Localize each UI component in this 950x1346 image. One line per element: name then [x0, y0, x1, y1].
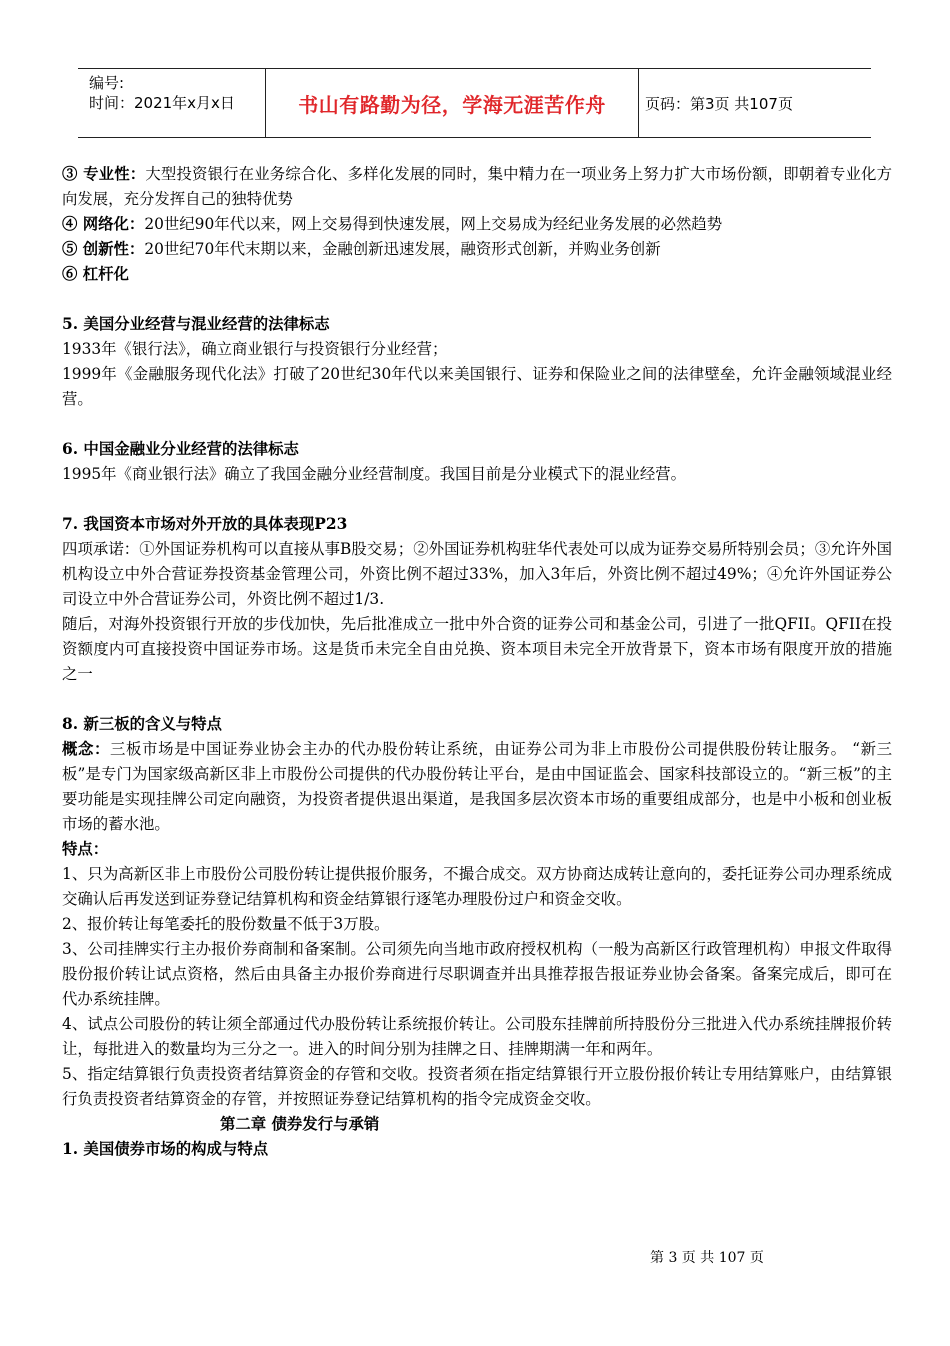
section-heading-6: 6. 中国金融业分业经营的法律标志: [62, 440, 299, 458]
point-label: ④ 网络化：: [62, 215, 145, 233]
section-heading-8: 8. 新三板的含义与特点: [62, 715, 222, 733]
chapter-heading: 第二章 债券发行与承销: [220, 1115, 380, 1133]
page-header: [78, 68, 871, 138]
paragraph-leverage: ⑥ 杠杆化: [62, 265, 129, 283]
document-number-label: 编号:: [89, 74, 125, 92]
section-heading-5: 5. 美国分业经营与混业经营的法律标志: [62, 315, 330, 333]
point-text: 20世纪90年代以来，网上交易得到快速发展，网上交易成为经纪业务发展的必然趋势: [144, 215, 723, 233]
section-7-commitments: 四项承诺：①外国证券机构可以直接从事B股交易；②外国证券机构驻华代表处可以成为证券交易所特别会员；③允许外国机构设立中外合营证券投资基金管理公司，外资比例不超过33%，加入3年后，外资比例不超过49%；④允许外国证券公司设立中外合营证券公司，外资比例不超过1/3.: [62, 540, 892, 608]
header-page-label: 页码：第3页 共107页: [645, 94, 793, 113]
section-heading-7: 7. 我国资本市场对外开放的具体表现P23: [62, 515, 348, 533]
features-label: 特点：: [62, 840, 109, 858]
concept-label: 概念：: [62, 740, 111, 758]
feature-item-3: 3、公司挂牌实行主办报价券商制和备案制。公司须先向当地市政府授权机构（一般为高新区行政管理机构）申报文件取得股份报价转让试点资格，然后由具备主办报价券商进行尽职调查并出具推荐报告报证券业协会备案。备案完成后，即可在代办系统挂牌。: [62, 940, 892, 1008]
document-time-label: 时间：2021年x月x日: [89, 94, 235, 112]
feature-item-2: 2、报价转让每笔委托的股份数量不低于3万股。: [62, 915, 390, 933]
paragraph-networking: [62, 212, 892, 237]
section-6-line-1: 1995年《商业银行法》确立了我国金融分业经营制度。我国目前是分业模式下的混业经营。: [62, 465, 687, 483]
section-5-line-1: 1933年《银行法》，确立商业银行与投资银行分业经营；: [62, 340, 448, 358]
feature-item-4: 4、试点公司股份的转让须全部通过代办股份转让系统报价转让。公司股东挂牌前所持股份分三批进入代办系统挂牌报价转让，每批进入的数量均为三分之一。进入的时间分别为挂牌之日、挂牌期满一年和两年。: [62, 1015, 892, 1058]
point-text: 大型投资银行在业务综合化、多样化发展的同时，集中精力在一项业务上努力扩大市场份额，即朝着专业化方向发展，充分发挥自己的独特优势: [62, 165, 892, 208]
section-heading-1: 1. 美国债券市场的构成与特点: [62, 1140, 269, 1158]
page-footer: 第 3 页 共 107 页: [650, 1250, 764, 1266]
header-motto-cell: [265, 69, 639, 137]
point-label: ③ 专业性：: [62, 165, 146, 183]
paragraph-innovation: [62, 237, 892, 262]
feature-item-5: 5、指定结算银行负责投资者结算资金的存管和交收。投资者须在指定结算银行开立股份报价转让专用结算账户，由结算银行负责投资者结算资金的存管，并按照证券登记结算机构的指令完成资金交收。: [62, 1065, 892, 1108]
point-label: ⑤ 创新性：: [62, 240, 145, 258]
paragraph-specialization: [62, 162, 892, 212]
section-7-followup: 随后，对海外投资银行开放的步伐加快，先后批准成立一批中外合资的证券公司和基金公司，引进了一批QFII。QFII在投资额度内可直接投资中国证券市场。这是货币未完全自由兑换、资本项目未完全开放背景下，资本市场有限度开放的措施之一: [62, 615, 892, 683]
section-8-concept: [62, 737, 892, 837]
document-body: [62, 162, 892, 1162]
section-5-line-2: 1999年《金融服务现代化法》打破了20世纪30年代以来美国银行、证券和保险业之间的法律壁垒，允许金融领域混业经营。: [62, 365, 892, 408]
header-meta: [78, 69, 265, 137]
concept-text: 三板市场是中国证券业协会主办的代办股份转让系统，由证券公司为非上市股份公司提供股份转让服务。 “新三板”是专门为国家级高新区非上市股份公司提供的代办股份转让平台，是由中国证监会、国家科技部设立的。“新三板”的主要功能是实现挂牌公司定向融资，为投资者提供退出渠道，是我国多层次资本市场的重要组成部分，也是中小板和创业板市场的蓄水池。: [62, 740, 892, 833]
header-motto: 书山有路勤为径，学海无涯苦作舟: [298, 92, 606, 117]
point-text: 20世纪70年代末期以来，金融创新迅速发展，融资形式创新，并购业务创新: [144, 240, 661, 258]
feature-item-1: 1、只为高新区非上市股份公司股份转让提供报价服务，不撮合成交。双方协商达成转让意向的，委托证券公司办理系统成交确认后再发送到证券登记结算机构和资金结算银行逐笔办理股份过户和资金交收。: [62, 865, 892, 908]
